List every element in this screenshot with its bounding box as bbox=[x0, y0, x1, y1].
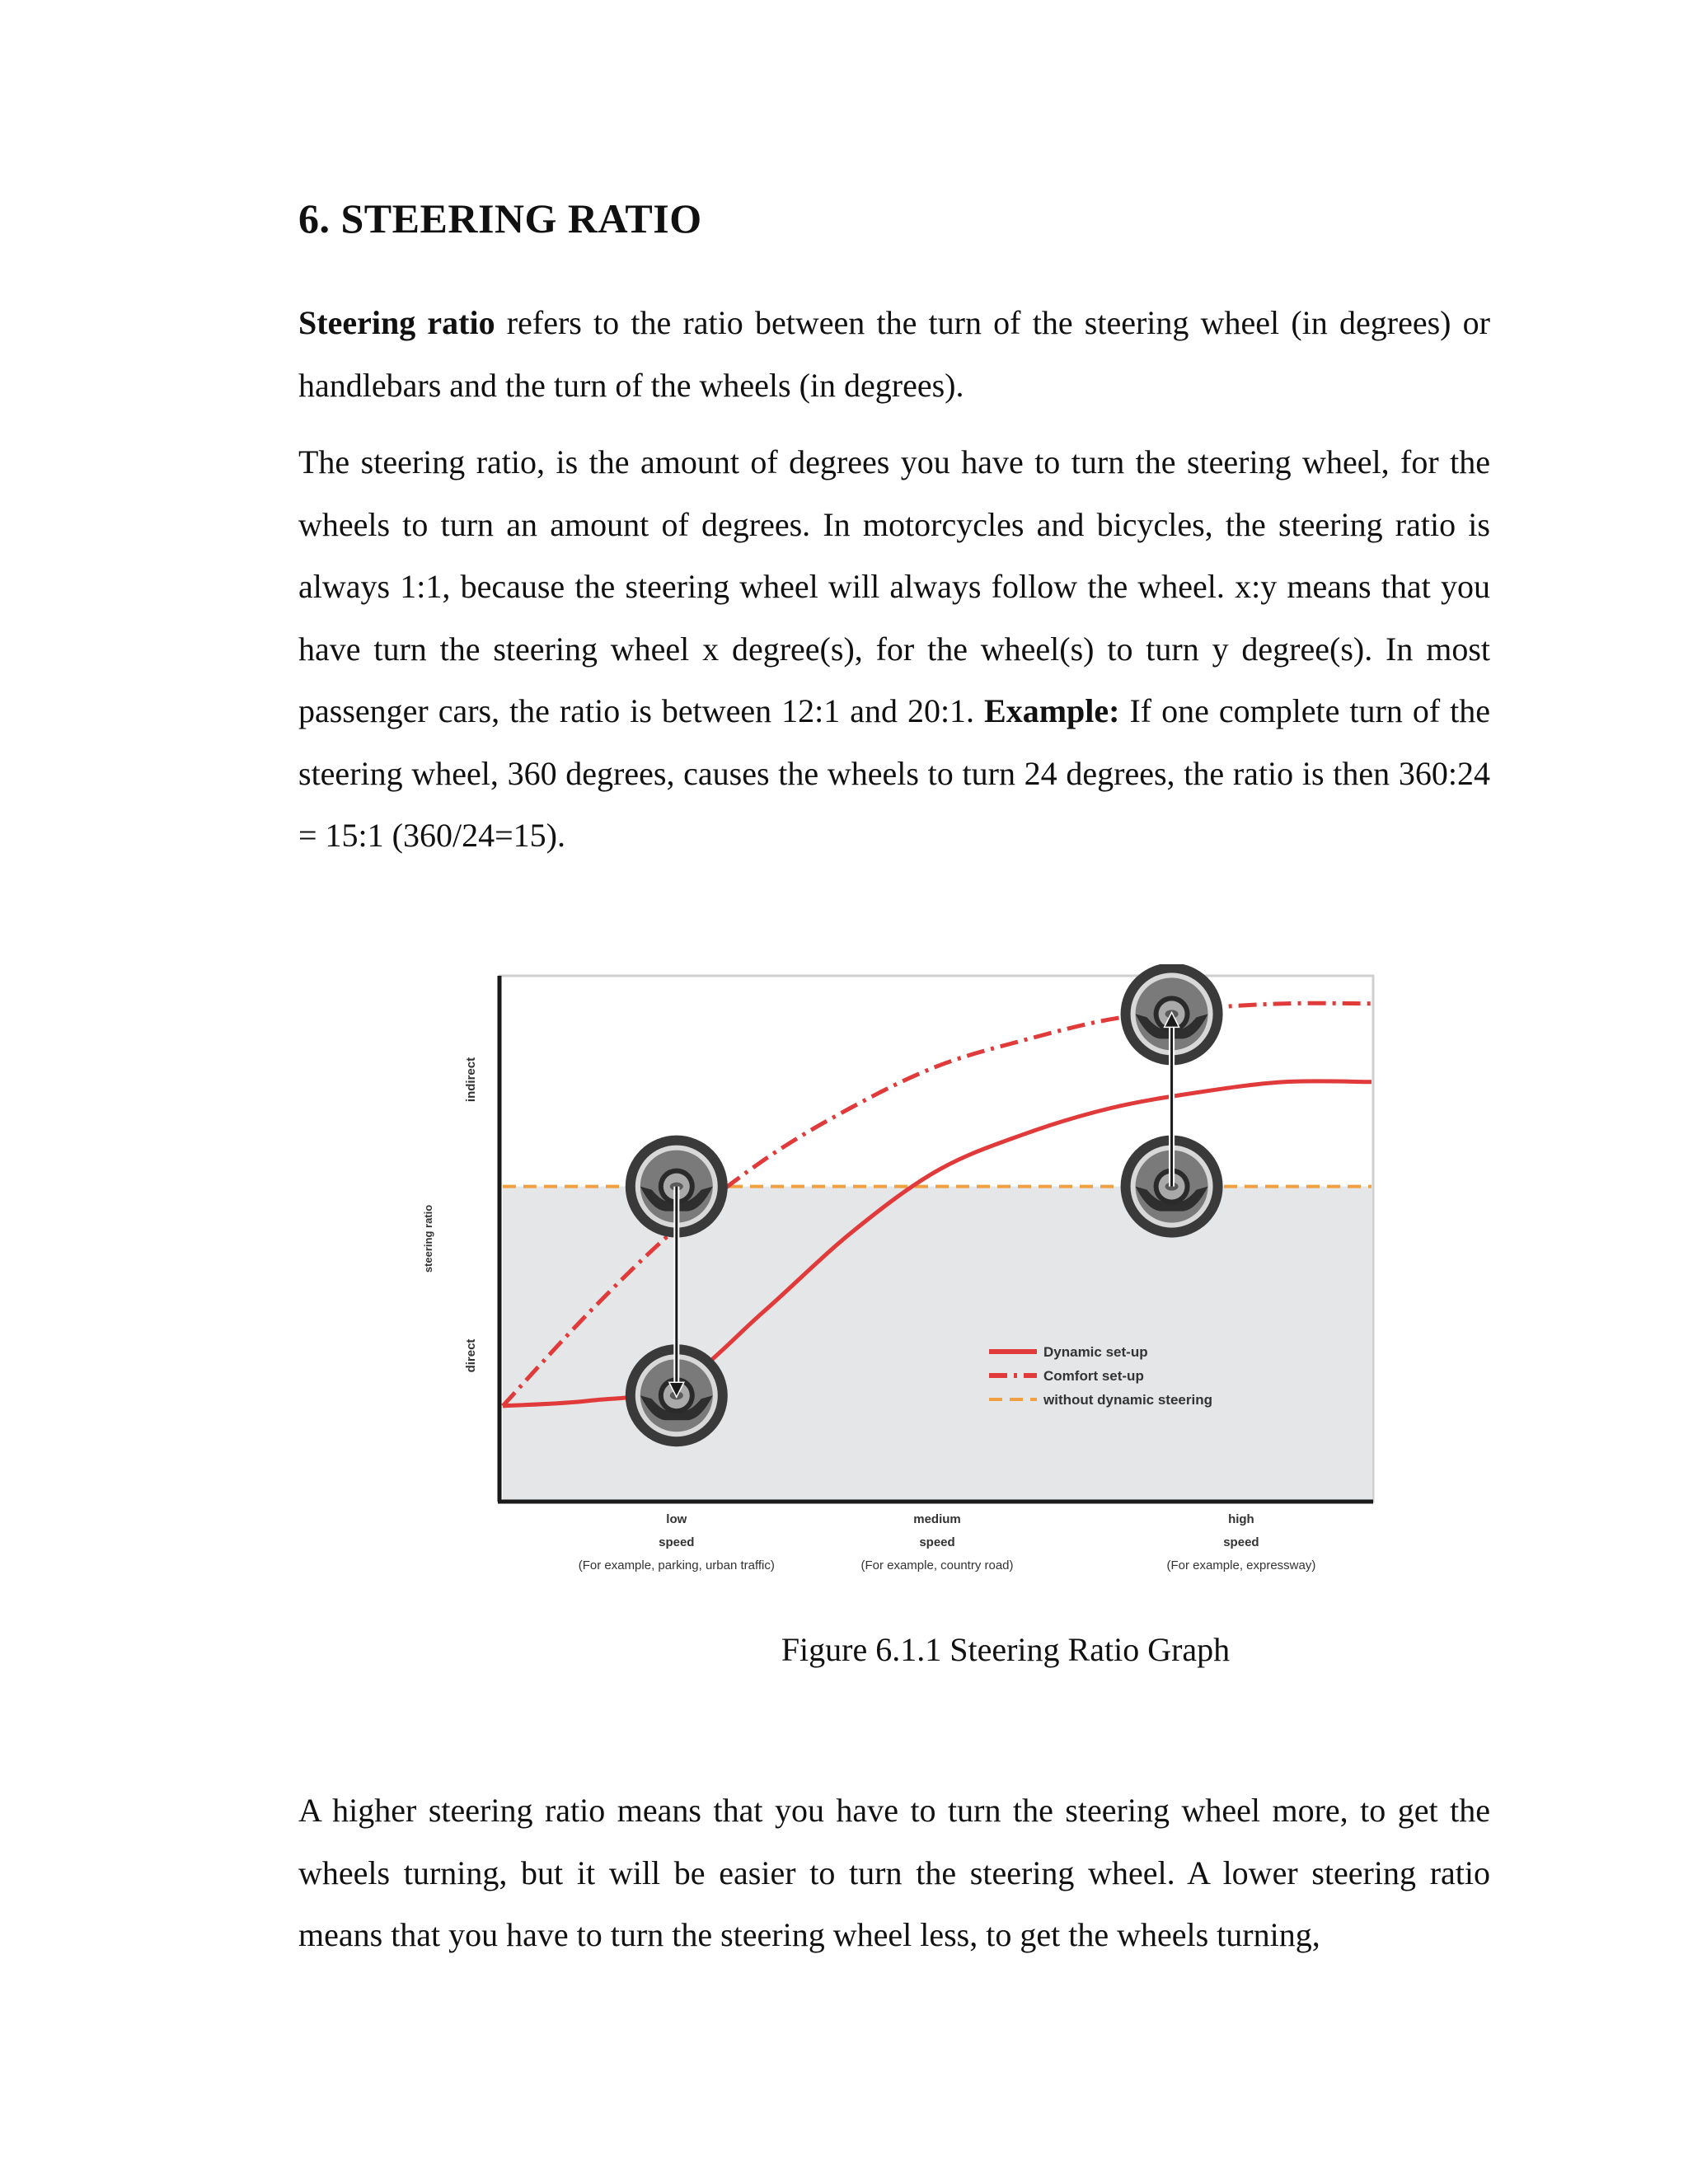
definition-paragraph bbox=[298, 292, 1490, 416]
conclusion-paragraph: A higher steering ratio means that you have to turn the steering wheel more, to get the wheels turning, but it will be easier to turn the steering wheel. A lower steering ratio means that you have to turn the steering wheel less, to get the wheels turning, bbox=[298, 1792, 1490, 1953]
legend-label: without dynamic steering bbox=[1043, 1392, 1212, 1408]
x-category-label-line2: speed bbox=[919, 1535, 955, 1549]
shaded-region bbox=[503, 1187, 1372, 1500]
x-category-label-line2: speed bbox=[659, 1535, 695, 1549]
term-steering-ratio: Steering ratio bbox=[298, 304, 495, 341]
steering-ratio-graph bbox=[412, 964, 1401, 1591]
x-category-label-line3: (For example, expressway) bbox=[1166, 1558, 1316, 1572]
x-category-label-line2: speed bbox=[1223, 1535, 1259, 1549]
x-category-label-line1: low bbox=[666, 1512, 687, 1526]
explanation-paragraph bbox=[298, 431, 1490, 867]
section-heading: 6. STEERING RATIO bbox=[298, 195, 702, 241]
explanation-text-start: The steering ratio, is the amount of degrees you have to turn the steering wheel, for the wheels to turn an amount of degrees. In motorcycles and bicycles, the steering ratio is always 1:1, because the steering wheel will always follow the wheel. x:y means that you have turn the steering wheel x degree(s), for the wheel(s) to turn y degree(s). In most passenger cars, the ratio is between 12:1 and 20:1. bbox=[298, 443, 1490, 729]
y-label-indirect: indirect bbox=[464, 1057, 478, 1103]
x-category-label-line3: (For example, parking, urban traffic) bbox=[578, 1558, 775, 1572]
x-category-label-line3: (For example, country road) bbox=[860, 1558, 1014, 1572]
explanation-text-end: If one complete turn of the steering wheel, 360 degrees, causes the wheels to turn 24 degrees, the ratio is then 360:24 = 15:1 (360/24=15). bbox=[298, 692, 1490, 854]
x-category-label-line1: high bbox=[1228, 1512, 1254, 1526]
example-label: Example: bbox=[984, 692, 1120, 729]
definition-text: refers to the ratio between the turn of the steering wheel (in degrees) or handlebars and the turn of the wheels (in degrees). bbox=[298, 304, 1491, 404]
y-label-direct: direct bbox=[464, 1338, 478, 1373]
legend-label: Comfort set-up bbox=[1043, 1368, 1144, 1384]
figure-caption: Figure 6.1.1 Steering Ratio Graph bbox=[781, 1631, 1231, 1668]
legend-label: Dynamic set-up bbox=[1043, 1344, 1148, 1360]
x-category-label-line1: medium bbox=[913, 1512, 961, 1526]
y-axis-title: steering ratio bbox=[422, 1204, 434, 1273]
